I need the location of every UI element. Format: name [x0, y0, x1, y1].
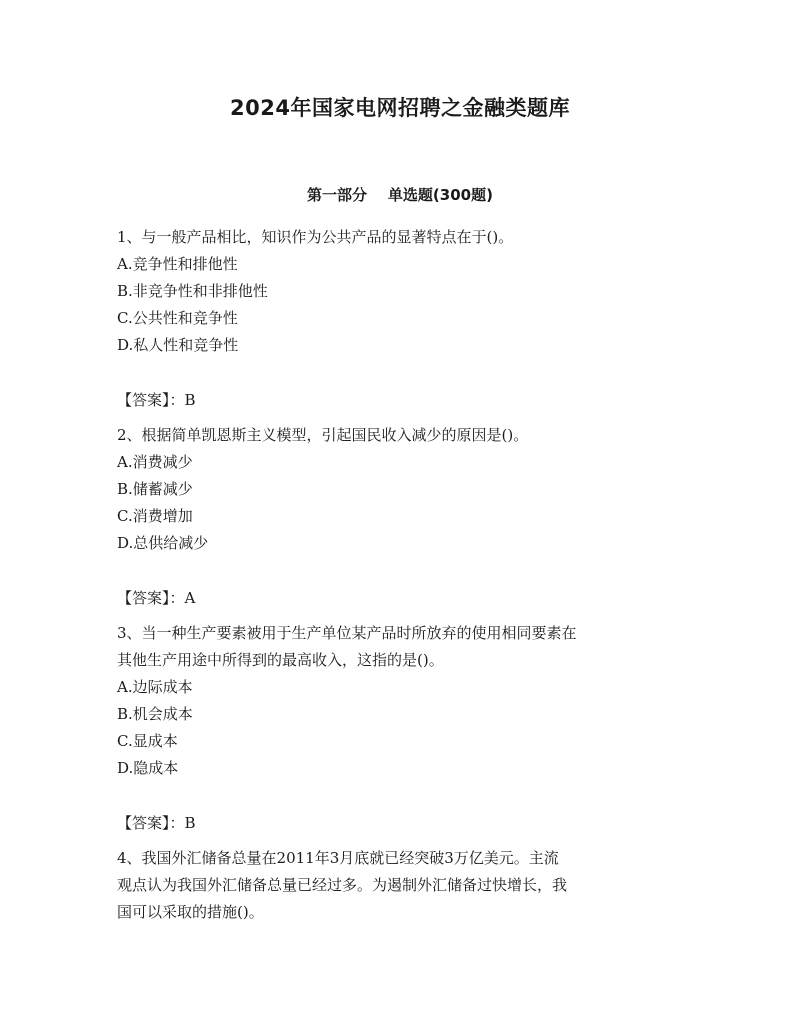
question-list	[117, 224, 677, 926]
question-4-stem-line-1: 4、我国外汇储备总量在2011年3月底就已经突破3万亿美元。主流	[117, 849, 559, 867]
question-2-option-a: A.消费减少	[117, 453, 193, 471]
question-3-answer	[117, 810, 677, 837]
answer-label: 【答案】：	[117, 814, 185, 832]
document-title: 2024年国家电网招聘之金融类题库	[230, 96, 570, 120]
question-1-option-d: D.私人性和竞争性	[117, 336, 239, 354]
question-2-answer	[117, 585, 677, 612]
question-4-stem-line-3: 国可以采取的措施()。	[117, 903, 264, 921]
question-2-option-d: D.总供给减少	[117, 534, 209, 552]
question-1-answer	[117, 387, 677, 414]
question-2-stem: 2、根据简单凯恩斯主义模型，引起国民收入减少的原因是()。	[117, 426, 529, 444]
question-1-option-a: A.竞争性和排他性	[117, 255, 238, 273]
question-3	[117, 620, 677, 837]
question-3-stem-line-1: 3、当一种生产要素被用于生产单位某产品时所放弃的使用相同要素在	[117, 624, 577, 642]
answer-value: B	[184, 814, 196, 832]
question-1	[117, 224, 677, 414]
question-1-stem: 1、与一般产品相比，知识作为公共产品的显著特点在于()。	[117, 228, 514, 246]
question-2-option-b: B.储蓄减少	[117, 480, 193, 498]
question-3-option-d: D.隐成本	[117, 759, 179, 777]
question-2-option-c: C.消费增加	[117, 507, 193, 525]
answer-label: 【答案】：	[117, 589, 185, 607]
question-1-option-c: C.公共性和竞争性	[117, 309, 238, 327]
question-1-option-b: B.非竞争性和非排他性	[117, 282, 268, 300]
question-4	[117, 845, 677, 926]
answer-label: 【答案】：	[117, 391, 185, 409]
question-3-stem-line-2: 其他生产用途中所得到的最高收入，这指的是()。	[117, 651, 444, 669]
answer-value: B	[184, 391, 196, 409]
question-4-stem-line-2: 观点认为我国外汇储备总量已经过多。为遏制外汇储备过快增长，我	[117, 876, 568, 894]
answer-value: A	[184, 589, 196, 607]
question-2	[117, 422, 677, 612]
question-3-option-c: C.显成本	[117, 732, 178, 750]
section-title: 第一部分 单选题(300题)	[307, 186, 493, 204]
question-3-option-b: B.机会成本	[117, 705, 193, 723]
question-3-option-a: A.边际成本	[117, 678, 193, 696]
